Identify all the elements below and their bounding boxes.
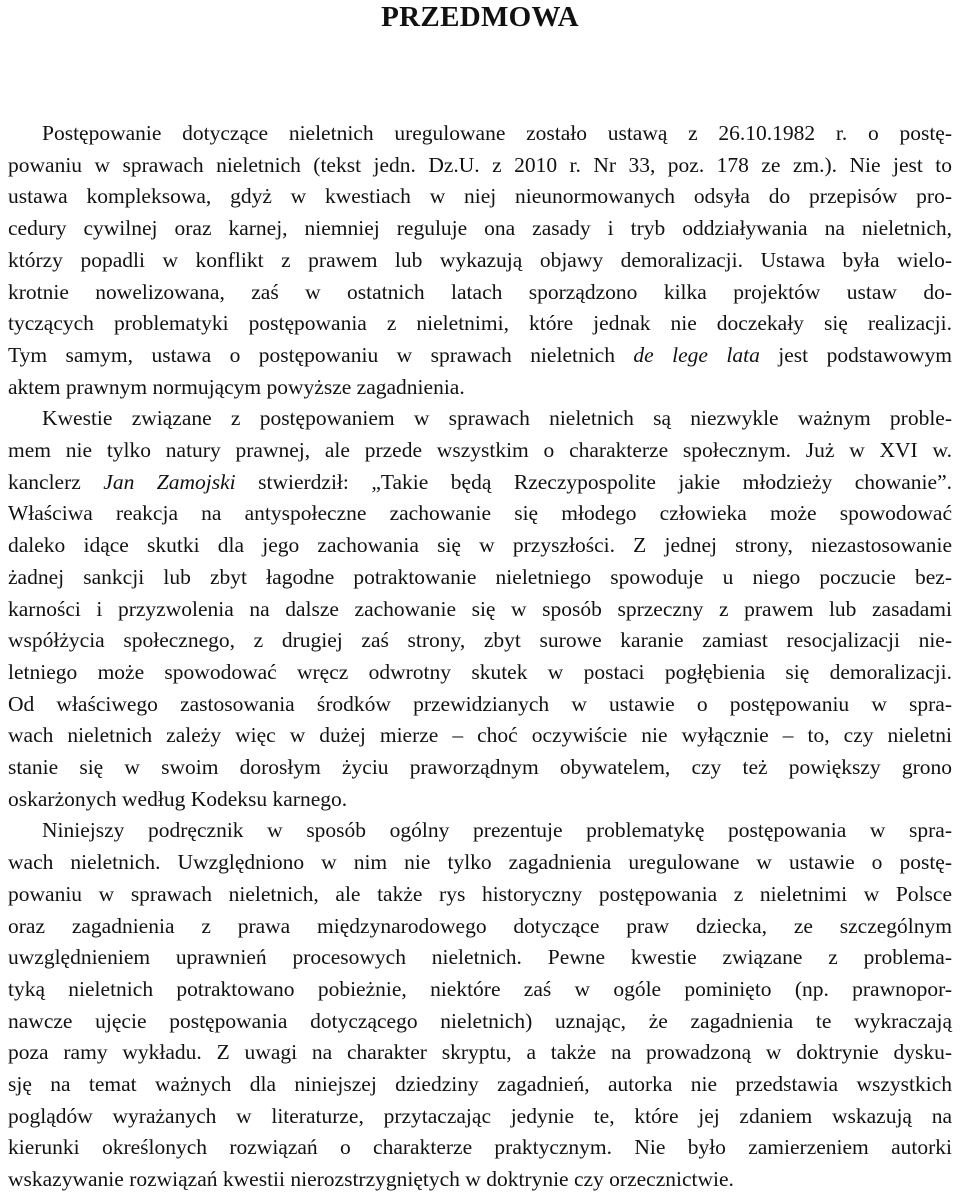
text-line <box>8 878 952 911</box>
text-span: współżycia społecznego, z drugiej zaś strony, zbyt surowe karanie zamiast resocjalizacji nie- <box>8 628 952 653</box>
text-line <box>8 1005 952 1038</box>
text-span: ustawa kompleksowa, gdyż w kwestiach w niej nieunormowanych odsyła do przepisów pro- <box>8 184 952 209</box>
text-line <box>8 180 952 213</box>
text-span: powaniu w sprawach nieletnich (tekst jedn. Dz.U. z 2010 r. Nr 33, poz. 178 ze zm.). Nie jest to <box>8 152 952 177</box>
text-span: którzy popadli w konflikt z prawem lub wykazują objawy demoralizacji. Ustawa była wielo- <box>8 247 952 272</box>
text-line <box>8 276 952 309</box>
text-line <box>8 307 952 340</box>
text-span: wach nieletnich. Uwzględniono w nim nie tylko zagadnienia uregulowane w ustawie o postę- <box>8 850 952 875</box>
text-span: powaniu w sprawach nieletnich, ale także rys historyczny postępowania z nieletnimi w Polsce <box>8 881 952 906</box>
text-line <box>8 973 952 1006</box>
text-line <box>42 117 952 150</box>
text-span: aktem prawnym normującym powyższe zagadnienia. <box>8 374 465 399</box>
text-line <box>42 814 952 847</box>
text-line <box>8 1100 952 1133</box>
text-line <box>8 910 952 943</box>
text-line <box>8 941 952 974</box>
text-span: Tym samym, ustawa o postępowaniu w sprawach nieletnich <box>8 342 634 367</box>
text-span: karności i przyzwolenia na dalsze zachowanie się w sposób sprzeczny z prawem lub zasadami <box>8 596 952 621</box>
text-line <box>8 593 952 626</box>
text-line <box>8 1131 952 1164</box>
text-span: jest podstawowym <box>759 342 952 367</box>
text-span: żadnej sankcji lub zbyt łagodne potraktowanie nieletniego spowoduje u niego poczucie bez- <box>8 564 952 589</box>
italic-text: Jan Zamojski <box>103 469 236 494</box>
text-line <box>8 656 952 689</box>
text-line <box>8 149 952 182</box>
text-line <box>8 1036 952 1069</box>
text-line <box>8 371 952 404</box>
text-line <box>8 212 952 245</box>
text-span: uwzględnieniem uprawnień procesowych nieletnich. Pewne kwestie związane z problema- <box>8 945 952 970</box>
text-line <box>8 846 952 879</box>
text-span: oskarżonych według Kodeksu karnego. <box>8 786 348 811</box>
text-span: Niniejszy podręcznik w sposób ogólny prezentuje problematykę postępowania w spra- <box>42 818 952 843</box>
page-title: PRZEDMOWA <box>381 1 579 33</box>
text-span: kanclerz <box>8 469 104 494</box>
text-span: letniego może spowodować wręcz odwrotny skutek w postaci pogłębienia się demoralizacji. <box>8 659 952 684</box>
text-line <box>8 783 952 816</box>
text-span: wach nieletnich zależy więc w dużej mierze – choć oczywiście nie wyłącznie – to, czy nieletni <box>8 723 952 748</box>
text-line <box>8 466 952 499</box>
text-span: nawcze ujęcie postępowania dotyczącego nieletnich) uznając, że zagadnienia te wykraczają <box>8 1008 952 1033</box>
text-span: stanie się w swoim dorosłym życiu praworządnym obywatelem, czy też powiększy grono <box>8 755 952 779</box>
italic-text: de lege lata <box>633 342 760 367</box>
text-span: stwierdził: „Takie będą Rzeczypospolite jakie młodzieży chowanie”. <box>235 469 952 494</box>
text-span: cedury cywilnej oraz karnej, niemniej reguluje ona zasady i tryb oddziaływania na nieletnich, <box>8 216 952 241</box>
text-span: poza ramy wykładu. Z uwagi na charakter skryptu, a także na prowadzoną w doktrynie dysku- <box>8 1040 952 1065</box>
text-line <box>42 402 952 435</box>
text-span: kierunki określonych rozwiązań o charakterze praktycznym. Nie było zamierzeniem autorki <box>8 1135 952 1160</box>
text-line <box>8 561 952 594</box>
text-line <box>8 688 952 721</box>
text-span: Postępowanie dotyczące nieletnich uregulowane zostało ustawą z 26.10.1982 r. o postę- <box>42 121 952 145</box>
text-line <box>8 497 952 530</box>
text-span: daleko idące skutki dla jego zachowania się w przyszłości. Z jednej strony, niezastosowanie <box>8 533 952 558</box>
text-line <box>8 339 952 372</box>
text-line <box>8 1163 952 1196</box>
text-line <box>8 624 952 657</box>
text-span: poglądów wyrażanych w literaturze, przytaczając jedynie te, które jej zdaniem wskazują na <box>8 1103 952 1128</box>
text-span: Właściwa reakcja na antyspołeczne zachowanie się młodego człowieka może spowodować <box>8 501 952 526</box>
text-line <box>8 719 952 752</box>
text-span: wskazywanie rozwiązań kwestii nierozstrzygniętych w doktrynie czy orzecznictwie. <box>8 1167 734 1192</box>
text-span: oraz zagadnienia z prawa międzynarodowego dotyczące praw dziecka, ze szczególnym <box>8 913 952 938</box>
text-line <box>8 1068 952 1101</box>
text-line <box>8 529 952 562</box>
text-span: Od właściwego zastosowania środków przewidzianych w ustawie o postępowaniu w spra- <box>8 691 952 716</box>
text-span: tyką nieletnich potraktowano pobieżnie, niektóre zaś w ogóle pominięto (np. prawnopor- <box>8 976 952 1001</box>
text-span: krotnie nowelizowana, zaś w ostatnich latach sporządzono kilka projektów ustaw do- <box>8 279 952 304</box>
text-line <box>8 244 952 277</box>
text-line <box>8 751 952 784</box>
text-line <box>8 434 952 467</box>
text-span: mem nie tylko natury prawnej, ale przede wszystkim o charakterze społecznym. Już w XVI w. <box>8 438 952 462</box>
text-span: Kwestie związane z postępowaniem w sprawach nieletnich są niezwykle ważnym proble- <box>42 406 952 431</box>
text-span: sję na temat ważnych dla niniejszej dziedziny zagadnień, autorka nie przedstawia wszystkich <box>8 1072 952 1096</box>
text-span: tyczących problematyki postępowania z nieletnimi, które jednak nie doczekały się realizacji. <box>8 311 952 336</box>
